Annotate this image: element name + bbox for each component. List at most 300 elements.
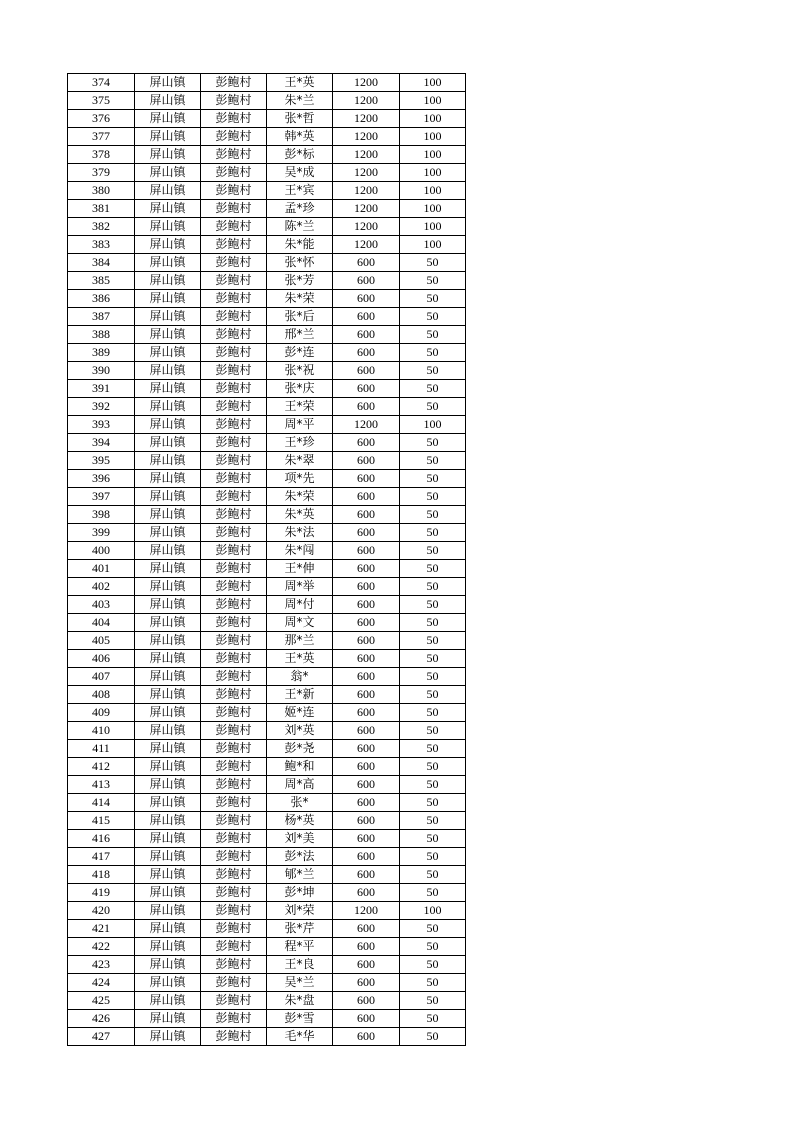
name-cell: 王*宾 [267, 182, 333, 200]
town-cell: 屏山镇 [135, 974, 201, 992]
subsidy-cell: 50 [400, 1028, 466, 1046]
village-cell: 彭鲍村 [201, 776, 267, 794]
subsidy-cell: 100 [400, 146, 466, 164]
amount-cell: 1200 [333, 182, 400, 200]
subsidy-cell: 50 [400, 920, 466, 938]
amount-cell: 600 [333, 920, 400, 938]
village-cell: 彭鲍村 [201, 830, 267, 848]
town-cell: 屏山镇 [135, 128, 201, 146]
amount-cell: 600 [333, 758, 400, 776]
town-cell: 屏山镇 [135, 830, 201, 848]
table-row [68, 848, 466, 866]
row-number-cell: 383 [68, 236, 135, 254]
table-row [68, 1010, 466, 1028]
row-number-cell: 423 [68, 956, 135, 974]
town-cell: 屏山镇 [135, 524, 201, 542]
name-cell: 张*后 [267, 308, 333, 326]
name-cell: 张* [267, 794, 333, 812]
subsidy-cell: 50 [400, 272, 466, 290]
name-cell: 陈*兰 [267, 218, 333, 236]
subsidy-cell: 50 [400, 488, 466, 506]
amount-cell: 600 [333, 614, 400, 632]
subsidy-cell: 100 [400, 902, 466, 920]
name-cell: 吴*成 [267, 164, 333, 182]
amount-cell: 600 [333, 488, 400, 506]
town-cell: 屏山镇 [135, 236, 201, 254]
town-cell: 屏山镇 [135, 1028, 201, 1046]
table-row [68, 632, 466, 650]
name-cell: 王*英 [267, 74, 333, 92]
table-row [68, 398, 466, 416]
name-cell: 朱*能 [267, 236, 333, 254]
subsidy-cell: 50 [400, 794, 466, 812]
town-cell: 屏山镇 [135, 794, 201, 812]
subsidy-cell: 100 [400, 164, 466, 182]
table-row [68, 182, 466, 200]
table-row [68, 254, 466, 272]
amount-cell: 600 [333, 884, 400, 902]
village-cell: 彭鲍村 [201, 956, 267, 974]
subsidy-cell: 50 [400, 830, 466, 848]
subsidy-cell: 50 [400, 362, 466, 380]
row-number-cell: 382 [68, 218, 135, 236]
table-row [68, 974, 466, 992]
table-row [68, 776, 466, 794]
name-cell: 王*新 [267, 686, 333, 704]
name-cell: 彭*雪 [267, 1010, 333, 1028]
town-cell: 屏山镇 [135, 704, 201, 722]
amount-cell: 600 [333, 704, 400, 722]
row-number-cell: 374 [68, 74, 135, 92]
table-row [68, 524, 466, 542]
town-cell: 屏山镇 [135, 848, 201, 866]
subsidy-cell: 50 [400, 470, 466, 488]
subsidy-cell: 50 [400, 380, 466, 398]
village-cell: 彭鲍村 [201, 686, 267, 704]
subsidy-cell: 50 [400, 686, 466, 704]
town-cell: 屏山镇 [135, 470, 201, 488]
name-cell: 彭*坤 [267, 884, 333, 902]
village-cell: 彭鲍村 [201, 488, 267, 506]
town-cell: 屏山镇 [135, 902, 201, 920]
table-row [68, 614, 466, 632]
subsidy-cell: 50 [400, 254, 466, 272]
amount-cell: 1200 [333, 200, 400, 218]
town-cell: 屏山镇 [135, 326, 201, 344]
subsidy-cell: 100 [400, 74, 466, 92]
name-cell: 孟*珍 [267, 200, 333, 218]
amount-cell: 1200 [333, 128, 400, 146]
town-cell: 屏山镇 [135, 416, 201, 434]
row-number-cell: 416 [68, 830, 135, 848]
row-number-cell: 420 [68, 902, 135, 920]
subsidy-cell: 50 [400, 326, 466, 344]
table-row [68, 488, 466, 506]
name-cell: 朱*荣 [267, 488, 333, 506]
row-number-cell: 408 [68, 686, 135, 704]
table-row [68, 326, 466, 344]
town-cell: 屏山镇 [135, 218, 201, 236]
village-cell: 彭鲍村 [201, 974, 267, 992]
town-cell: 屏山镇 [135, 722, 201, 740]
amount-cell: 600 [333, 506, 400, 524]
row-number-cell: 403 [68, 596, 135, 614]
subsidy-cell: 50 [400, 290, 466, 308]
table-row [68, 740, 466, 758]
subsidy-cell: 50 [400, 650, 466, 668]
town-cell: 屏山镇 [135, 686, 201, 704]
name-cell: 周*付 [267, 596, 333, 614]
town-cell: 屏山镇 [135, 542, 201, 560]
row-number-cell: 387 [68, 308, 135, 326]
table-row [68, 866, 466, 884]
subsidy-cell: 100 [400, 92, 466, 110]
subsidy-cell: 50 [400, 758, 466, 776]
town-cell: 屏山镇 [135, 740, 201, 758]
table-row [68, 722, 466, 740]
amount-cell: 600 [333, 398, 400, 416]
table-row [68, 308, 466, 326]
name-cell: 程*平 [267, 938, 333, 956]
town-cell: 屏山镇 [135, 344, 201, 362]
village-cell: 彭鲍村 [201, 434, 267, 452]
table-row [68, 218, 466, 236]
village-cell: 彭鲍村 [201, 1028, 267, 1046]
row-number-cell: 399 [68, 524, 135, 542]
village-cell: 彭鲍村 [201, 938, 267, 956]
name-cell: 张*芹 [267, 920, 333, 938]
subsidy-cell: 50 [400, 956, 466, 974]
row-number-cell: 411 [68, 740, 135, 758]
name-cell: 郇*兰 [267, 866, 333, 884]
amount-cell: 600 [333, 632, 400, 650]
name-cell: 朱*法 [267, 524, 333, 542]
table-row [68, 344, 466, 362]
town-cell: 屏山镇 [135, 182, 201, 200]
town-cell: 屏山镇 [135, 956, 201, 974]
name-cell: 张*祝 [267, 362, 333, 380]
village-cell: 彭鲍村 [201, 506, 267, 524]
village-cell: 彭鲍村 [201, 470, 267, 488]
amount-cell: 600 [333, 686, 400, 704]
village-cell: 彭鲍村 [201, 632, 267, 650]
town-cell: 屏山镇 [135, 1010, 201, 1028]
village-cell: 彭鲍村 [201, 182, 267, 200]
row-number-cell: 415 [68, 812, 135, 830]
town-cell: 屏山镇 [135, 560, 201, 578]
subsidy-cell: 100 [400, 128, 466, 146]
amount-cell: 1200 [333, 110, 400, 128]
table-row [68, 236, 466, 254]
subsidy-cell: 50 [400, 938, 466, 956]
subsidy-cell: 50 [400, 812, 466, 830]
amount-cell: 600 [333, 848, 400, 866]
village-cell: 彭鲍村 [201, 326, 267, 344]
row-number-cell: 395 [68, 452, 135, 470]
amount-cell: 1200 [333, 92, 400, 110]
town-cell: 屏山镇 [135, 650, 201, 668]
row-number-cell: 394 [68, 434, 135, 452]
row-number-cell: 417 [68, 848, 135, 866]
village-cell: 彭鲍村 [201, 362, 267, 380]
subsidy-cell: 50 [400, 524, 466, 542]
row-number-cell: 384 [68, 254, 135, 272]
village-cell: 彭鲍村 [201, 416, 267, 434]
subsidy-cell: 50 [400, 740, 466, 758]
row-number-cell: 379 [68, 164, 135, 182]
town-cell: 屏山镇 [135, 362, 201, 380]
table-row [68, 794, 466, 812]
table-row [68, 452, 466, 470]
town-cell: 屏山镇 [135, 758, 201, 776]
table-row [68, 596, 466, 614]
town-cell: 屏山镇 [135, 506, 201, 524]
subsidy-cell: 50 [400, 1010, 466, 1028]
row-number-cell: 397 [68, 488, 135, 506]
subsidy-cell: 50 [400, 344, 466, 362]
row-number-cell: 377 [68, 128, 135, 146]
subsidy-cell: 50 [400, 722, 466, 740]
row-number-cell: 388 [68, 326, 135, 344]
name-cell: 邢*兰 [267, 326, 333, 344]
table-row [68, 992, 466, 1010]
village-cell: 彭鲍村 [201, 668, 267, 686]
data-table [67, 73, 466, 1046]
town-cell: 屏山镇 [135, 578, 201, 596]
row-number-cell: 406 [68, 650, 135, 668]
row-number-cell: 400 [68, 542, 135, 560]
town-cell: 屏山镇 [135, 776, 201, 794]
name-cell: 张*芳 [267, 272, 333, 290]
name-cell: 鲍*和 [267, 758, 333, 776]
village-cell: 彭鲍村 [201, 650, 267, 668]
table-row [68, 290, 466, 308]
town-cell: 屏山镇 [135, 290, 201, 308]
name-cell: 杨*英 [267, 812, 333, 830]
name-cell: 刘*荣 [267, 902, 333, 920]
name-cell: 张*庆 [267, 380, 333, 398]
table-row [68, 146, 466, 164]
row-number-cell: 419 [68, 884, 135, 902]
row-number-cell: 381 [68, 200, 135, 218]
row-number-cell: 410 [68, 722, 135, 740]
subsidy-cell: 50 [400, 578, 466, 596]
row-number-cell: 409 [68, 704, 135, 722]
town-cell: 屏山镇 [135, 308, 201, 326]
table-row [68, 164, 466, 182]
town-cell: 屏山镇 [135, 992, 201, 1010]
name-cell: 王*伸 [267, 560, 333, 578]
town-cell: 屏山镇 [135, 488, 201, 506]
table-row [68, 1028, 466, 1046]
name-cell: 张*哲 [267, 110, 333, 128]
amount-cell: 600 [333, 560, 400, 578]
row-number-cell: 427 [68, 1028, 135, 1046]
town-cell: 屏山镇 [135, 74, 201, 92]
name-cell: 翁* [267, 668, 333, 686]
amount-cell: 600 [333, 938, 400, 956]
table-row [68, 434, 466, 452]
village-cell: 彭鲍村 [201, 614, 267, 632]
village-cell: 彭鲍村 [201, 218, 267, 236]
village-cell: 彭鲍村 [201, 452, 267, 470]
table-row [68, 380, 466, 398]
village-cell: 彭鲍村 [201, 722, 267, 740]
table-row [68, 920, 466, 938]
row-number-cell: 386 [68, 290, 135, 308]
amount-cell: 600 [333, 272, 400, 290]
village-cell: 彭鲍村 [201, 866, 267, 884]
name-cell: 那*兰 [267, 632, 333, 650]
subsidy-cell: 50 [400, 776, 466, 794]
subsidy-cell: 100 [400, 416, 466, 434]
name-cell: 朱*兰 [267, 92, 333, 110]
town-cell: 屏山镇 [135, 92, 201, 110]
amount-cell: 600 [333, 650, 400, 668]
name-cell: 项*先 [267, 470, 333, 488]
row-number-cell: 413 [68, 776, 135, 794]
table-row [68, 578, 466, 596]
village-cell: 彭鲍村 [201, 128, 267, 146]
village-cell: 彭鲍村 [201, 704, 267, 722]
town-cell: 屏山镇 [135, 146, 201, 164]
town-cell: 屏山镇 [135, 596, 201, 614]
table-row [68, 938, 466, 956]
amount-cell: 1200 [333, 146, 400, 164]
subsidy-cell: 50 [400, 632, 466, 650]
amount-cell: 600 [333, 866, 400, 884]
village-cell: 彭鲍村 [201, 308, 267, 326]
table-row [68, 650, 466, 668]
town-cell: 屏山镇 [135, 200, 201, 218]
town-cell: 屏山镇 [135, 632, 201, 650]
table-row [68, 956, 466, 974]
village-cell: 彭鲍村 [201, 92, 267, 110]
amount-cell: 600 [333, 974, 400, 992]
name-cell: 周*文 [267, 614, 333, 632]
table-row [68, 416, 466, 434]
name-cell: 王*良 [267, 956, 333, 974]
table-row [68, 704, 466, 722]
amount-cell: 600 [333, 524, 400, 542]
subsidy-cell: 50 [400, 974, 466, 992]
subsidy-cell: 100 [400, 182, 466, 200]
amount-cell: 600 [333, 794, 400, 812]
town-cell: 屏山镇 [135, 452, 201, 470]
subsidy-cell: 100 [400, 110, 466, 128]
table-row [68, 686, 466, 704]
village-cell: 彭鲍村 [201, 524, 267, 542]
subsidy-cell: 50 [400, 884, 466, 902]
amount-cell: 600 [333, 1010, 400, 1028]
village-cell: 彭鲍村 [201, 596, 267, 614]
town-cell: 屏山镇 [135, 272, 201, 290]
village-cell: 彭鲍村 [201, 236, 267, 254]
village-cell: 彭鲍村 [201, 272, 267, 290]
town-cell: 屏山镇 [135, 254, 201, 272]
amount-cell: 600 [333, 362, 400, 380]
row-number-cell: 398 [68, 506, 135, 524]
subsidy-cell: 50 [400, 452, 466, 470]
amount-cell: 600 [333, 254, 400, 272]
table-row [68, 128, 466, 146]
table-row [68, 830, 466, 848]
row-number-cell: 389 [68, 344, 135, 362]
town-cell: 屏山镇 [135, 398, 201, 416]
town-cell: 屏山镇 [135, 812, 201, 830]
subsidy-cell: 50 [400, 668, 466, 686]
row-number-cell: 407 [68, 668, 135, 686]
table-body [68, 74, 466, 1046]
amount-cell: 600 [333, 434, 400, 452]
name-cell: 韩*英 [267, 128, 333, 146]
village-cell: 彭鲍村 [201, 884, 267, 902]
amount-cell: 600 [333, 308, 400, 326]
row-number-cell: 404 [68, 614, 135, 632]
village-cell: 彭鲍村 [201, 560, 267, 578]
table-row [68, 758, 466, 776]
amount-cell: 600 [333, 992, 400, 1010]
subsidy-cell: 50 [400, 848, 466, 866]
town-cell: 屏山镇 [135, 434, 201, 452]
row-number-cell: 402 [68, 578, 135, 596]
name-cell: 吴*兰 [267, 974, 333, 992]
row-number-cell: 401 [68, 560, 135, 578]
village-cell: 彭鲍村 [201, 254, 267, 272]
amount-cell: 600 [333, 812, 400, 830]
town-cell: 屏山镇 [135, 884, 201, 902]
name-cell: 刘*美 [267, 830, 333, 848]
amount-cell: 600 [333, 542, 400, 560]
name-cell: 彭*尧 [267, 740, 333, 758]
row-number-cell: 391 [68, 380, 135, 398]
town-cell: 屏山镇 [135, 920, 201, 938]
village-cell: 彭鲍村 [201, 920, 267, 938]
row-number-cell: 392 [68, 398, 135, 416]
amount-cell: 600 [333, 722, 400, 740]
amount-cell: 1200 [333, 164, 400, 182]
name-cell: 周*举 [267, 578, 333, 596]
name-cell: 王*荣 [267, 398, 333, 416]
village-cell: 彭鲍村 [201, 146, 267, 164]
village-cell: 彭鲍村 [201, 74, 267, 92]
amount-cell: 1200 [333, 236, 400, 254]
table-row [68, 884, 466, 902]
village-cell: 彭鲍村 [201, 758, 267, 776]
table-row [68, 812, 466, 830]
row-number-cell: 426 [68, 1010, 135, 1028]
town-cell: 屏山镇 [135, 668, 201, 686]
village-cell: 彭鲍村 [201, 164, 267, 182]
name-cell: 彭*标 [267, 146, 333, 164]
amount-cell: 600 [333, 380, 400, 398]
village-cell: 彭鲍村 [201, 344, 267, 362]
town-cell: 屏山镇 [135, 164, 201, 182]
amount-cell: 600 [333, 830, 400, 848]
table-row [68, 902, 466, 920]
amount-cell: 600 [333, 290, 400, 308]
town-cell: 屏山镇 [135, 380, 201, 398]
name-cell: 朱*翠 [267, 452, 333, 470]
amount-cell: 600 [333, 956, 400, 974]
village-cell: 彭鲍村 [201, 542, 267, 560]
name-cell: 朱*英 [267, 506, 333, 524]
row-number-cell: 375 [68, 92, 135, 110]
table-row [68, 272, 466, 290]
amount-cell: 600 [333, 578, 400, 596]
amount-cell: 600 [333, 776, 400, 794]
amount-cell: 600 [333, 1028, 400, 1046]
